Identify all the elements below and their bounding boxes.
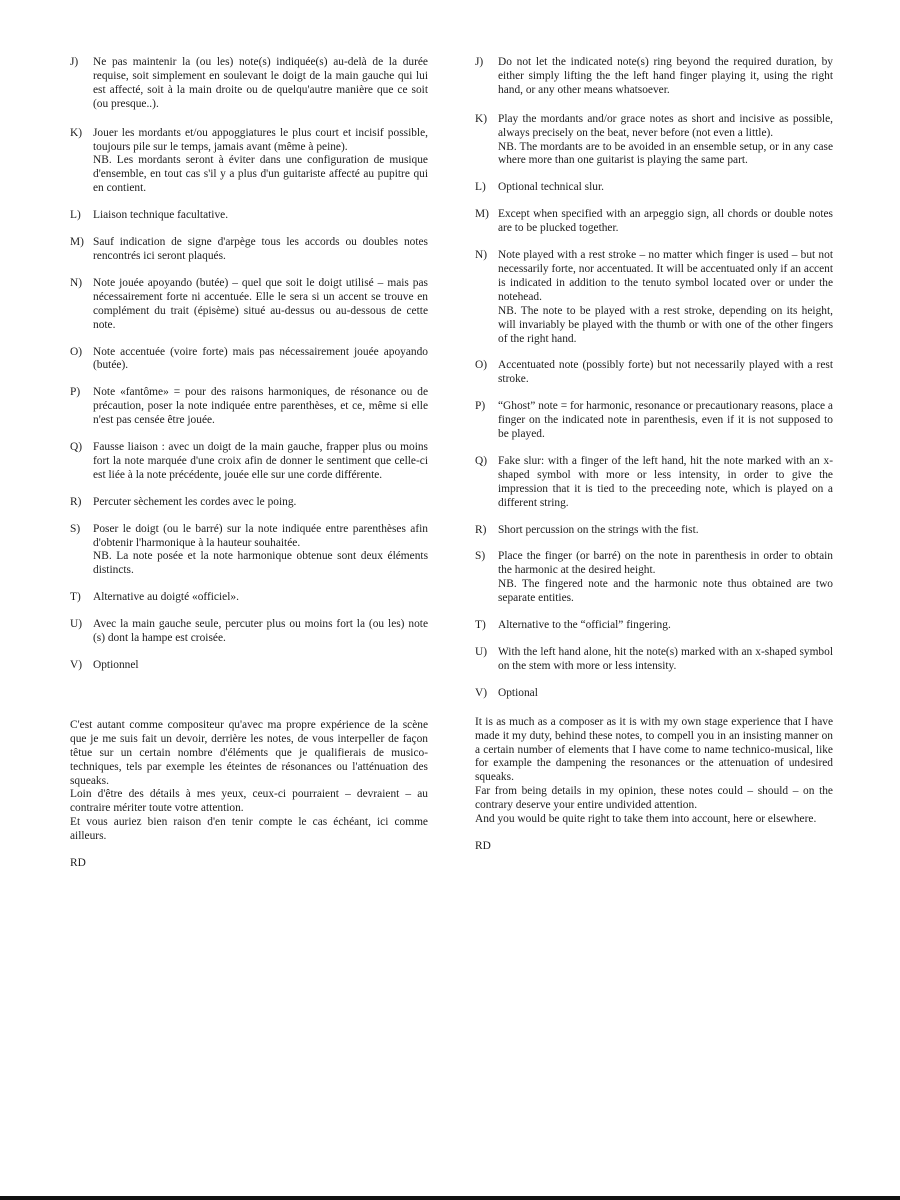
item-letter: L) bbox=[70, 209, 81, 222]
note-item-n bbox=[475, 249, 833, 346]
closing-text: Loin d'être des détails à mes yeux, ceux-ci pourraient – devraient – au contraire mériter toute votre attention. bbox=[70, 788, 428, 815]
note-item-u bbox=[475, 646, 833, 674]
closing-text: Far from being details in my opinion, these notes could – should – on the contrary deserve your entire undivided attention. bbox=[475, 785, 833, 812]
item-text: Do not let the indicated note(s) ring beyond the required duration, by either simply lifting the the left hand finger playing it, using the right hand, or any other means whatsoever. bbox=[498, 56, 833, 96]
item-letter: P) bbox=[70, 386, 81, 399]
item-note: NB. The fingered note and the harmonic note thus obtained are two separate entities. bbox=[498, 578, 833, 605]
closing-paragraph bbox=[475, 716, 833, 827]
note-item-n bbox=[70, 277, 428, 333]
note-item-r bbox=[70, 496, 428, 510]
item-text: Optionnel bbox=[93, 659, 139, 671]
note-item-s bbox=[475, 550, 833, 606]
item-note: NB. La note posée et la note harmonique obtenue sont deux éléments distincts. bbox=[93, 550, 428, 577]
item-letter: J) bbox=[70, 56, 79, 68]
item-text: Percuter sèchement les cordes avec le poing. bbox=[93, 495, 297, 508]
note-item-u bbox=[70, 618, 428, 646]
item-letter: O) bbox=[475, 359, 488, 372]
item-text: Alternative au doigté «officiel». bbox=[93, 591, 239, 604]
item-letter: M) bbox=[70, 236, 84, 249]
note-item-o bbox=[475, 359, 833, 387]
item-letter: T) bbox=[475, 619, 486, 632]
item-letter: Q) bbox=[70, 441, 83, 454]
item-letter: K) bbox=[70, 126, 83, 139]
closing-text: Et vous auriez bien raison d'en tenir compte le cas échéant, ici comme ailleurs. bbox=[70, 816, 428, 843]
note-item-j bbox=[70, 56, 428, 112]
closing-paragraph bbox=[70, 719, 428, 844]
item-letter: V) bbox=[70, 659, 83, 671]
item-text: Liaison technique facultative. bbox=[93, 209, 229, 222]
item-text: Optional technical slur. bbox=[498, 181, 604, 194]
item-letter: U) bbox=[475, 646, 488, 658]
item-letter: S) bbox=[70, 522, 81, 535]
item-text: Fausse liaison : avec un doigt de la main gauche, frapper plus ou moins fort la note marquée d'une croix afin de donner le sentiment que celle-ci est liée à la note précédente, jouée elle sur une corde différente. bbox=[93, 441, 428, 481]
french-column bbox=[70, 56, 428, 871]
item-text: Note played with a rest stroke – no matter which finger is used – but not necessarily forte, nor accentuated. It will be accentuated only if an accent is indicated in addition to the tenuto symbol located over or under the notehead. bbox=[498, 249, 833, 303]
signature: RD bbox=[70, 857, 86, 870]
note-item-l bbox=[475, 181, 833, 195]
item-text: Note jouée apoyando (butée) – quel que soit le doigt utilisé – mais pas nécessairement forte ni accentuée. Elle le sera si un accent se trouve en complément du trait (épisème) situé au-dessus ou au-dessous de cette note. bbox=[93, 276, 428, 331]
note-item-q bbox=[475, 455, 833, 511]
closing-text: It is as much as a composer as it is with my own stage experience that I have made it my duty, behind these notes, to compell you in an insisting manner on a certain number of elements that I have come to name technico-musical, like for example the dampening the resonances or the attenuation of undesired squeaks. bbox=[475, 715, 833, 784]
note-item-k bbox=[70, 127, 428, 197]
item-letter: K) bbox=[475, 112, 488, 125]
note-item-v bbox=[475, 687, 833, 701]
item-text: Note «fantôme» = pour des raisons harmoniques, de résonance ou de précaution, poser la note indiquée entre parenthèses, et ce, même si elle n'est pas censée être jouée. bbox=[93, 386, 428, 427]
signature: RD bbox=[475, 839, 491, 852]
item-letter: T) bbox=[70, 591, 81, 604]
item-text: With the left hand alone, hit the note(s) marked with an x-shaped symbol on the stem with more or less intensity. bbox=[498, 646, 833, 672]
page-bottom-rule bbox=[0, 1196, 900, 1200]
note-item-m bbox=[475, 208, 833, 236]
item-text: Sauf indication de signe d'arpège tous les accords ou doubles notes rencontrés ici seront plaqués. bbox=[93, 236, 428, 262]
item-text: Avec la main gauche seule, percuter plus ou moins fort la (ou les) note (s) dont la hampe est croisée. bbox=[93, 618, 428, 645]
item-text: Except when specified with an arpeggio sign, all chords or double notes are to be plucked together. bbox=[498, 208, 833, 235]
item-text: Play the mordants and/or grace notes as short and incisive as possible, always precisely on the beat, never before (not even a little). bbox=[498, 112, 833, 139]
closing-text: C'est autant comme compositeur qu'avec ma propre expérience de la scène que je me suis fait un devoir, derrière les notes, de vous interpeller de façon têtue sur un certain nombre d'éléments que je qualifierais de musico-techniques, tels par exemple les éteintes de résonances ou l'atténuation des squeaks. bbox=[70, 718, 428, 787]
item-letter: R) bbox=[70, 495, 82, 508]
english-column bbox=[475, 56, 833, 854]
note-item-q bbox=[70, 441, 428, 483]
item-letter: V) bbox=[475, 686, 488, 699]
closing-text: And you would be quite right to take them into account, here or elsewhere. bbox=[475, 813, 817, 826]
note-item-m bbox=[70, 236, 428, 264]
note-item-r bbox=[475, 524, 833, 538]
item-letter: J) bbox=[475, 56, 484, 68]
item-letter: M) bbox=[475, 208, 489, 221]
note-item-s bbox=[70, 523, 428, 579]
item-text: Jouer les mordants et/ou appoggiatures le plus court et incisif possible, toujours pile sur le temps, jamais avant (même à peine). bbox=[93, 126, 428, 153]
item-text: Poser le doigt (ou le barré) sur la note indiquée entre parenthèses afin d'obtenir l'harmonique à la hauteur souhaitée. bbox=[93, 522, 428, 549]
note-item-t bbox=[475, 619, 833, 633]
item-letter: P) bbox=[475, 400, 486, 413]
item-letter: O) bbox=[70, 345, 83, 358]
item-letter: N) bbox=[70, 276, 83, 289]
item-text: Fake slur: with a finger of the left hand, hit the note marked with an x-shaped symbol with more or less intensity, in order to give the impression that it is tied to the preceeding note, which is played on a different string. bbox=[498, 454, 833, 509]
note-item-v bbox=[70, 659, 428, 673]
item-note: NB. The mordants are to be avoided in an ensemble setup, or in any case where more than one guitarist is playing the same part. bbox=[498, 140, 833, 167]
item-letter: Q) bbox=[475, 454, 488, 467]
item-text: Place the finger (or barré) on the note in parenthesis in order to obtain the harmonic at the desired height. bbox=[498, 550, 833, 577]
item-text: Ne pas maintenir la (ou les) note(s) indiquée(s) au-delà de la durée requise, soit simplement en soulevant le doigt de la main gauche qui lui est affecté, soit à la main droite ou de quelqu'autre manière que ce soit (ou presque..). bbox=[93, 56, 428, 110]
item-text: Note accentuée (voire forte) mais pas nécessairement jouée apoyando (butée). bbox=[93, 345, 428, 372]
note-item-p bbox=[475, 400, 833, 442]
item-letter: N) bbox=[475, 249, 488, 262]
item-letter: R) bbox=[475, 523, 487, 536]
note-item-k bbox=[475, 113, 833, 169]
note-item-l bbox=[70, 209, 428, 223]
item-letter: L) bbox=[475, 181, 486, 194]
note-item-p bbox=[70, 386, 428, 428]
note-item-o bbox=[70, 346, 428, 374]
item-note: NB. Les mordants seront à éviter dans une configuration de musique d'ensemble, en tout cas s'il y a plus d'un guitariste affecté au pupitre qui en contient. bbox=[93, 154, 428, 195]
item-note: NB. The note to be played with a rest stroke, depending on its height, will invariably be played with the thumb or with one of the other fingers of the right hand. bbox=[498, 304, 833, 345]
item-text: Short percussion on the strings with the fist. bbox=[498, 523, 699, 536]
item-text: Accentuated note (possibly forte) but not necessarily played with a rest stroke. bbox=[498, 359, 833, 386]
note-item-t bbox=[70, 591, 428, 605]
item-text: Alternative to the “official” fingering. bbox=[498, 619, 671, 632]
note-item-j bbox=[475, 56, 833, 98]
item-text: “Ghost” note = for harmonic, resonance or precautionary reasons, place a finger on the indicated note in parenthesis, even if it is not supposed to be played. bbox=[498, 400, 833, 441]
item-text: Optional bbox=[498, 686, 538, 699]
item-letter: S) bbox=[475, 550, 486, 563]
item-letter: U) bbox=[70, 618, 83, 631]
